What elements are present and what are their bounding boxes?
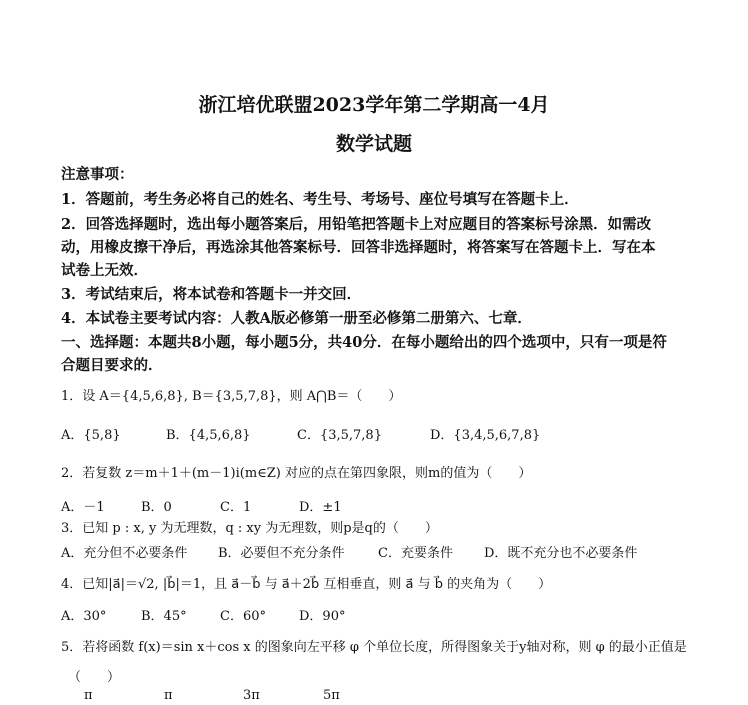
q3-option-d: D．既不充分也不必要条件 (484, 546, 638, 561)
q4-option-b: B．45° (141, 609, 187, 624)
question-3-stem: 3．已知 p : x, y 为无理数，q : xy 为无理数，则p是q的（ ） (61, 521, 438, 536)
question-2-stem: 2．若复数 z＝m＋1＋(m－1)i(m∈Z) 对应的点在第四象限，则m的值为（ ） (61, 466, 532, 481)
q3-option-b: B．必要但不充分条件 (218, 546, 345, 561)
note-4: 4．本试卷主要考试内容：人教A版必修第一册至必修第二册第六、七章． (61, 310, 532, 327)
exam-subject: 数学试题 (335, 133, 412, 155)
section-1-heading: 一、选择题：本题共8小题，每小题5分，共40分．在每小题给出的四个选项中，只有一项是符 (61, 334, 667, 351)
q5-option-d-numerator: 5π (323, 688, 340, 703)
q2-option-c: C．1 (220, 500, 252, 515)
note-1: 1．答题前，考生务必将自己的姓名、考生号、考场号、座位号填写在答题卡上． (61, 191, 579, 208)
question-1-stem: 1．设 A＝{4,5,6,8}, B＝{3,5,7,8}，则 A⋂B＝（ ） (61, 389, 402, 404)
note-2-line-2: 动，用橡皮擦干净后，再选涂其他答案标号．回答非选择题时，将答案写在答题卡上．写在本 (61, 239, 656, 256)
q2-option-b: B．0 (141, 500, 172, 515)
q3-option-a: A．充分但不必要条件 (61, 546, 188, 561)
q2-option-d: D．±1 (299, 500, 342, 515)
q4-option-a: A．30° (61, 609, 107, 624)
q5-option-a-numerator: π (84, 688, 93, 703)
question-4-stem: 4．已知|a⃗|＝√2, |b⃗|＝1，且 a⃗－b⃗ 与 a⃗＋2b⃗ 互相垂直，则 a⃗ 与 b⃗ 的夹角为（ ） (61, 577, 552, 592)
q2-option-a: A．－1 (61, 500, 105, 515)
section-1-heading-cont: 合题目要求的． (61, 357, 163, 374)
q1-option-b: B．{4,5,6,8} (166, 428, 251, 443)
q1-option-c: C．{3,5,7,8} (297, 428, 382, 443)
exam-title: 浙江培优联盟2023学年第二学期高一4月 (198, 94, 550, 116)
question-5-stem: 5．若将函数 f(x)＝sin x＋cos x 的图象向左平移 φ 个单位长度，所得图象关于y轴对称，则 φ 的最小正值是 (61, 640, 687, 655)
q1-option-d: D．{3,4,5,6,7,8} (430, 428, 541, 443)
note-2-line-1: 2．回答选择题时，选出每小题答案后，用铅笔把答题卡上对应题目的答案标号涂黑．如需改 (61, 216, 652, 233)
q4-option-c: C．60° (220, 609, 266, 624)
q5-option-b-numerator: π (164, 688, 173, 703)
q3-option-c: C．充要条件 (378, 546, 453, 561)
q1-option-a: A．{5,8} (61, 428, 121, 443)
note-2-line-3: 试卷上无效． (61, 262, 148, 279)
notes-heading: 注意事项： (61, 166, 134, 183)
note-3: 3．考试结束后，将本试卷和答题卡一并交回． (61, 286, 362, 303)
q5-answer-paren: （ ） (68, 670, 121, 685)
q5-option-c-numerator: 3π (243, 688, 260, 703)
q4-option-d: D．90° (299, 609, 346, 624)
